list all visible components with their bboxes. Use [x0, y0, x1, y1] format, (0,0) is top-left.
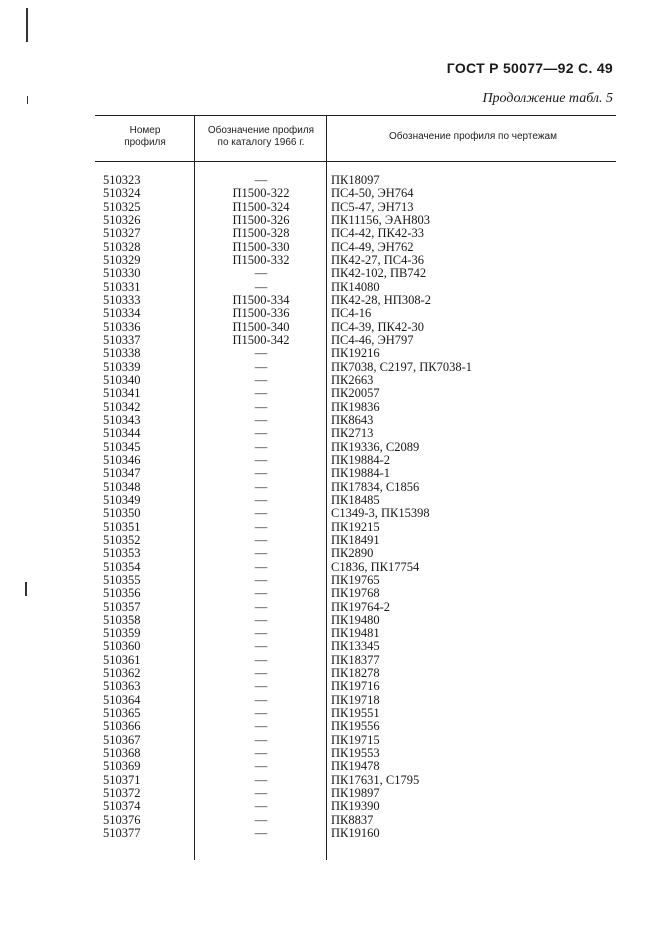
- cell-catalog-1966: —: [254, 266, 268, 281]
- table-row: [0, 387, 661, 400]
- cell-profile-number: 510341: [103, 386, 141, 401]
- cell-catalog-1966: —: [254, 372, 268, 387]
- cell-drawing-designation: ПК2713: [331, 426, 374, 441]
- table-row: [0, 494, 661, 507]
- header-profile-number: [100, 125, 190, 149]
- cell-catalog-1966: —: [254, 506, 268, 521]
- table-row: [0, 707, 661, 720]
- table-row: [0, 214, 661, 227]
- table-body: [0, 174, 661, 840]
- cell-catalog-1966: П1500-336: [232, 306, 290, 321]
- table-row: [0, 547, 661, 560]
- cell-profile-number: 510328: [103, 239, 141, 254]
- cell-profile-number: 510340: [103, 372, 141, 387]
- table-row: [0, 680, 661, 693]
- table-row: [0, 254, 661, 267]
- cell-drawing-designation: ПК19884-1: [331, 466, 391, 481]
- table-continuation-label: Продолжение табл. 5: [482, 91, 613, 106]
- cell-profile-number: 510362: [103, 666, 141, 681]
- cell-profile-number: 510336: [103, 319, 141, 334]
- cell-drawing-designation: ПК19160: [331, 826, 380, 841]
- cell-profile-number: 510325: [103, 199, 141, 214]
- cell-profile-number: 510334: [103, 306, 141, 321]
- header-drawing-designation: [330, 131, 616, 143]
- cell-drawing-designation: ПК8643: [331, 412, 374, 427]
- table-row: [0, 361, 661, 374]
- cell-drawing-designation: ПК42-27, ПС4-36: [331, 252, 425, 267]
- cell-drawing-designation: ПК18097: [331, 173, 380, 187]
- cell-drawing-designation: ПС4-42, ПК42-33: [331, 226, 425, 241]
- table-row: [0, 574, 661, 587]
- cell-drawing-designation: ПК7038, С2197, ПК7038-1: [331, 359, 472, 374]
- cell-drawing-designation: ПС4-49, ЭН762: [331, 239, 414, 254]
- cell-profile-number: 510358: [103, 612, 141, 627]
- table-row: [0, 467, 661, 480]
- cell-drawing-designation: ПК18485: [331, 492, 380, 507]
- cell-catalog-1966: —: [254, 772, 268, 787]
- cell-drawing-designation: ПК19764-2: [331, 599, 391, 614]
- cell-profile-number: 510354: [103, 559, 141, 574]
- cell-catalog-1966: —: [254, 626, 268, 641]
- cell-catalog-1966: —: [254, 399, 268, 414]
- cell-catalog-1966: —: [254, 173, 268, 187]
- cell-catalog-1966: —: [254, 706, 268, 721]
- cell-catalog-1966: —: [254, 826, 268, 841]
- cell-catalog-1966: —: [254, 572, 268, 587]
- table-row: [0, 667, 661, 680]
- cell-profile-number: 510345: [103, 439, 141, 454]
- table-row: [0, 281, 661, 294]
- table-row: [0, 747, 661, 760]
- cell-catalog-1966: —: [254, 759, 268, 774]
- cell-catalog-1966: —: [254, 466, 268, 481]
- table-row: [0, 294, 661, 307]
- cell-catalog-1966: —: [254, 639, 268, 654]
- cell-catalog-1966: —: [254, 386, 268, 401]
- table-row: [0, 587, 661, 600]
- cell-drawing-designation: ПК19551: [331, 706, 380, 721]
- cell-profile-number: 510339: [103, 359, 141, 374]
- table-row: [0, 267, 661, 280]
- cell-drawing-designation: ПК19481: [331, 626, 380, 641]
- cell-drawing-designation: ПК19216: [331, 346, 380, 361]
- cell-catalog-1966: —: [254, 786, 268, 801]
- cell-catalog-1966: П1500-342: [232, 332, 290, 347]
- table-row: [0, 507, 661, 520]
- cell-drawing-designation: ПК18491: [331, 532, 380, 547]
- cell-drawing-designation: ПС4-16: [331, 306, 372, 321]
- cell-catalog-1966: —: [254, 426, 268, 441]
- table-row: [0, 241, 661, 254]
- table-row: [0, 561, 661, 574]
- cell-drawing-designation: ПК19390: [331, 799, 380, 814]
- cell-profile-number: 510351: [103, 519, 141, 534]
- cell-profile-number: 510343: [103, 412, 141, 427]
- cell-drawing-designation: ПК18377: [331, 652, 380, 667]
- cell-profile-number: 510331: [103, 279, 141, 294]
- table-row: [0, 441, 661, 454]
- header-drawing-designation-text: Обозначение профиля по чертежам: [389, 131, 557, 142]
- cell-profile-number: 510360: [103, 639, 141, 654]
- cell-profile-number: 510377: [103, 826, 141, 841]
- cell-profile-number: 510369: [103, 759, 141, 774]
- cell-profile-number: 510357: [103, 599, 141, 614]
- header-catalog-1966: [196, 125, 326, 149]
- table-row: [0, 454, 661, 467]
- cell-drawing-designation: ПК20057: [331, 386, 380, 401]
- cell-drawing-designation: ПК19768: [331, 586, 380, 601]
- cell-profile-number: 510338: [103, 346, 141, 361]
- cell-catalog-1966: —: [254, 679, 268, 694]
- cell-profile-number: 510349: [103, 492, 141, 507]
- cell-drawing-designation: ПК19480: [331, 612, 380, 627]
- cell-drawing-designation: С1836, ПК17754: [331, 559, 420, 574]
- cell-profile-number: 510348: [103, 479, 141, 494]
- cell-profile-number: 510337: [103, 332, 141, 347]
- table-row: [0, 521, 661, 534]
- cell-profile-number: 510371: [103, 772, 141, 787]
- cell-drawing-designation: ПК19836: [331, 399, 380, 414]
- table-row: [0, 347, 661, 360]
- cell-profile-number: 510359: [103, 626, 141, 641]
- table-row: [0, 827, 661, 840]
- table-row: [0, 307, 661, 320]
- table-row: [0, 414, 661, 427]
- table-row: [0, 427, 661, 440]
- cell-catalog-1966: —: [254, 479, 268, 494]
- cell-catalog-1966: —: [254, 346, 268, 361]
- table-row: [0, 760, 661, 773]
- table-row: [0, 174, 661, 187]
- cell-catalog-1966: —: [254, 532, 268, 547]
- cell-catalog-1966: —: [254, 612, 268, 627]
- header-profile-number-text: Номер профиля: [124, 125, 166, 148]
- cell-drawing-designation: ПК8837: [331, 812, 374, 827]
- cell-profile-number: 510333: [103, 292, 141, 307]
- table-row: [0, 481, 661, 494]
- cell-profile-number: 510353: [103, 546, 141, 561]
- cell-catalog-1966: П1500-334: [232, 292, 290, 307]
- cell-catalog-1966: —: [254, 732, 268, 747]
- cell-catalog-1966: П1500-326: [232, 212, 290, 227]
- header-catalog-1966-text: Обозначение профиля по каталогу 1966 г.: [207, 125, 315, 148]
- table-row: [0, 321, 661, 334]
- table-row: [0, 601, 661, 614]
- cell-catalog-1966: П1500-340: [232, 319, 290, 334]
- cell-catalog-1966: —: [254, 666, 268, 681]
- scan-mark: [26, 8, 28, 42]
- cell-profile-number: 510352: [103, 532, 141, 547]
- table-row: [0, 654, 661, 667]
- cell-drawing-designation: ПС5-47, ЭН713: [331, 199, 414, 214]
- cell-drawing-designation: ПК19556: [331, 719, 380, 734]
- cell-catalog-1966: П1500-328: [232, 226, 290, 241]
- cell-catalog-1966: —: [254, 546, 268, 561]
- table-row: [0, 720, 661, 733]
- cell-profile-number: 510366: [103, 719, 141, 734]
- cell-profile-number: 510355: [103, 572, 141, 587]
- standard-header: ГОСТ Р 50077—92 С. 49: [446, 60, 613, 76]
- scan-mark: [27, 96, 28, 104]
- cell-drawing-designation: С1349-3, ПК15398: [331, 506, 430, 521]
- cell-drawing-designation: ПК19553: [331, 746, 380, 761]
- cell-drawing-designation: ПК19715: [331, 732, 380, 747]
- cell-drawing-designation: ПК19884-2: [331, 452, 391, 467]
- cell-catalog-1966: —: [254, 452, 268, 467]
- cell-drawing-designation: ПК19718: [331, 692, 380, 707]
- table-row: [0, 800, 661, 813]
- table-row: [0, 640, 661, 653]
- cell-profile-number: 510342: [103, 399, 141, 414]
- cell-catalog-1966: П1500-322: [232, 186, 290, 201]
- cell-catalog-1966: —: [254, 812, 268, 827]
- table-header-rule: [95, 161, 616, 162]
- cell-profile-number: 510364: [103, 692, 141, 707]
- table-row: [0, 334, 661, 347]
- cell-drawing-designation: ПК19478: [331, 759, 380, 774]
- cell-profile-number: 510326: [103, 212, 141, 227]
- cell-drawing-designation: ПК11156, ЭАН803: [331, 212, 430, 227]
- cell-profile-number: 510329: [103, 252, 141, 267]
- cell-catalog-1966: П1500-332: [232, 252, 290, 267]
- cell-catalog-1966: —: [254, 719, 268, 734]
- cell-profile-number: 510367: [103, 732, 141, 747]
- cell-catalog-1966: П1500-330: [232, 239, 290, 254]
- cell-catalog-1966: —: [254, 586, 268, 601]
- table-row: [0, 627, 661, 640]
- cell-drawing-designation: ПК19765: [331, 572, 380, 587]
- cell-profile-number: 510350: [103, 506, 141, 521]
- cell-profile-number: 510346: [103, 452, 141, 467]
- table-row: [0, 787, 661, 800]
- cell-catalog-1966: —: [254, 652, 268, 667]
- cell-profile-number: 510361: [103, 652, 141, 667]
- cell-catalog-1966: —: [254, 519, 268, 534]
- table-row: [0, 694, 661, 707]
- cell-profile-number: 510323: [103, 173, 141, 187]
- cell-drawing-designation: ПК13345: [331, 639, 380, 654]
- cell-drawing-designation: ПК14080: [331, 279, 380, 294]
- table-row: [0, 227, 661, 240]
- cell-drawing-designation: ПК19897: [331, 786, 380, 801]
- cell-drawing-designation: ПК42-102, ПВ742: [331, 266, 427, 281]
- cell-drawing-designation: ПК2663: [331, 372, 374, 387]
- cell-catalog-1966: —: [254, 599, 268, 614]
- cell-catalog-1966: —: [254, 412, 268, 427]
- cell-profile-number: 510374: [103, 799, 141, 814]
- table-row: [0, 187, 661, 200]
- cell-drawing-designation: ПС4-39, ПК42-30: [331, 319, 425, 334]
- table-row: [0, 814, 661, 827]
- cell-profile-number: 510324: [103, 186, 141, 201]
- table-row: [0, 774, 661, 787]
- cell-catalog-1966: —: [254, 439, 268, 454]
- cell-catalog-1966: —: [254, 359, 268, 374]
- cell-catalog-1966: —: [254, 799, 268, 814]
- cell-drawing-designation: ПК42-28, НП308-2: [331, 292, 431, 307]
- cell-drawing-designation: ПК18278: [331, 666, 380, 681]
- cell-catalog-1966: —: [254, 492, 268, 507]
- cell-profile-number: 510330: [103, 266, 141, 281]
- cell-profile-number: 510327: [103, 226, 141, 241]
- cell-catalog-1966: —: [254, 559, 268, 574]
- cell-drawing-designation: ПС4-46, ЭН797: [331, 332, 414, 347]
- table-row: [0, 201, 661, 214]
- table-row: [0, 401, 661, 414]
- cell-drawing-designation: ПК17631, С1795: [331, 772, 420, 787]
- table-row: [0, 734, 661, 747]
- cell-catalog-1966: —: [254, 279, 268, 294]
- cell-profile-number: 510356: [103, 586, 141, 601]
- cell-drawing-designation: ПС4-50, ЭН764: [331, 186, 414, 201]
- cell-profile-number: 510347: [103, 466, 141, 481]
- cell-drawing-designation: ПК2890: [331, 546, 374, 561]
- cell-drawing-designation: ПК17834, С1856: [331, 479, 420, 494]
- cell-catalog-1966: —: [254, 746, 268, 761]
- cell-profile-number: 510365: [103, 706, 141, 721]
- cell-profile-number: 510368: [103, 746, 141, 761]
- table-top-rule: [95, 115, 616, 116]
- cell-drawing-designation: ПК19716: [331, 679, 380, 694]
- cell-profile-number: 510344: [103, 426, 141, 441]
- cell-profile-number: 510376: [103, 812, 141, 827]
- table-row: [0, 534, 661, 547]
- cell-profile-number: 510363: [103, 679, 141, 694]
- cell-catalog-1966: П1500-324: [232, 199, 290, 214]
- cell-catalog-1966: —: [254, 692, 268, 707]
- cell-drawing-designation: ПК19336, С2089: [331, 439, 420, 454]
- cell-profile-number: 510372: [103, 786, 141, 801]
- cell-drawing-designation: ПК19215: [331, 519, 380, 534]
- table-row: [0, 614, 661, 627]
- table-row: [0, 374, 661, 387]
